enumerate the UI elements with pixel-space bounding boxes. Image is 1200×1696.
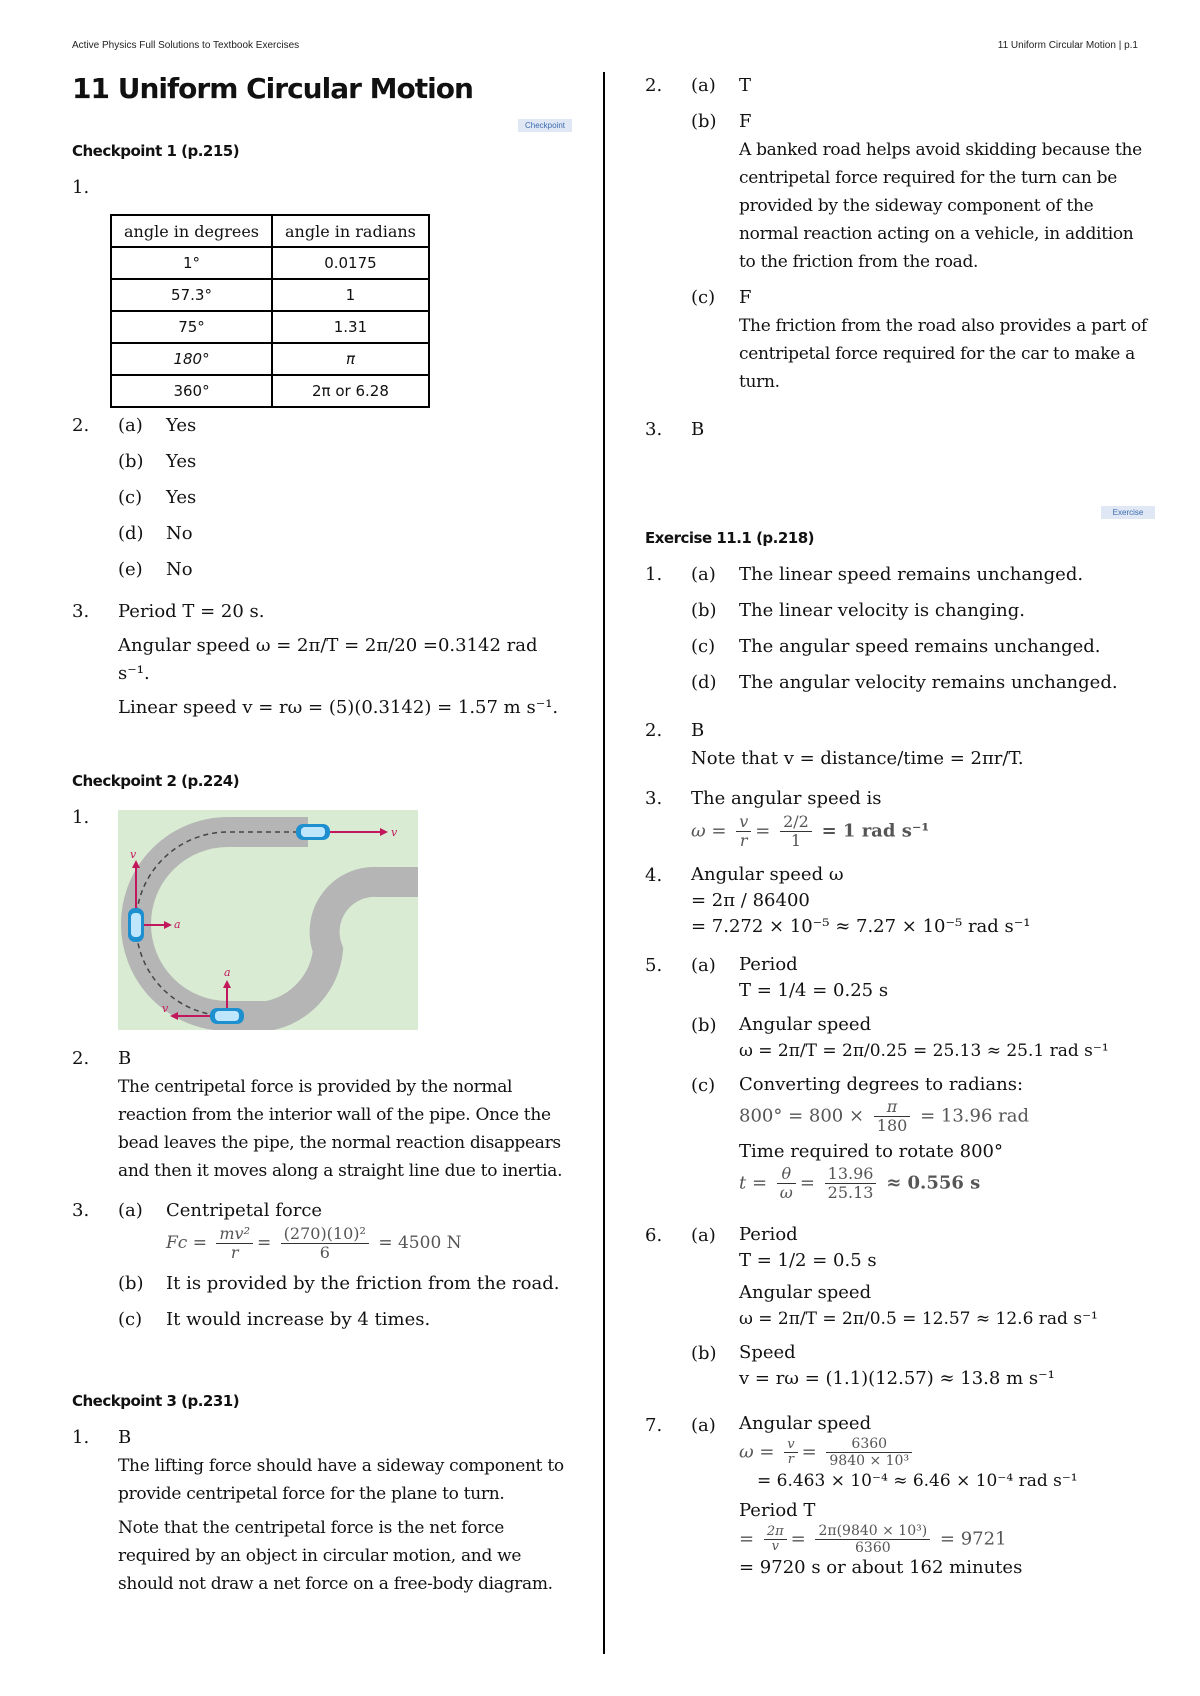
diagram-label-v: v [162,1002,169,1015]
cp3-question-2: 2. (a) T (b) F A banked road helps avoid skidding because the centripetal force required for the turn can be provided by the sideway component of the normal reaction acting on a vehicle, in addition to the friction from the road. (c) F The friction from the road also provides a part of centripetal force required for the car to make a turn. [645,72,1155,404]
table-row: 75° 1.31 [111,311,429,343]
degree-conversion-equation: 800° = 800 × $\frac{\pi}{180}$ = 13.96 rad [739,1097,1029,1135]
list-item: (c) F The friction from the road also provides a part of centripetal force required for the car to make a turn. [691,287,1147,392]
ex-question-7: 7. (a) Angular speed ω = $\frac{v}{r}$ = $\frac{6360}{\text{9840 × 10³}}$ = 6.463 × 10⁻⁴ ≈ 6.46 × 10⁻⁴ rad s⁻¹ Period T = $\frac{2\pi}{v}$ = $\frac{\text{2π(9840 × 10³)}}{6360}$ = 9721 = 9720 s or about 162 minutes [645,1412,1155,1588]
ex-question-4: 4. Angular speed ω = 2π / 86400 = 7.272 × 10⁻⁵ ≈ 7.27 × 10⁻⁵ rad s⁻¹ [645,864,1031,937]
list-item: (c) It would increase by 4 times. [118,1309,431,1330]
list-item: (d) The angular velocity remains unchanged. [691,672,1118,693]
list-item: (a) Centripetal force Fc = $\frac{\text{mv²}}{r}$ = $\frac{\text{(270)(10)²}}{6}$ = 4500 N [118,1197,572,1262]
cp1-question-1: 1. [72,177,90,198]
column-divider [603,72,605,1654]
checkpoint-tag: Checkpoint [518,119,572,132]
ex-question-6: 6. (a) Period T = 1/2 = 0.5 s Angular speed ω = 2π/T = 2π/0.5 = 12.57 ≈ 12.6 rad s⁻¹ (b) Speed v = rω = (1.1)(12.57) ≈ 13.8 m s⁻¹ [645,1222,1155,1400]
table-row: 360° 2π or 6.28 [111,375,429,407]
table-row: 180° π [111,343,429,375]
list-item: (d) No [118,523,193,544]
list-item: (c) Converting degrees to radians: 800° = 800 × $\frac{\pi}{180}$ = 13.96 rad Time required to rotate 800° t = $\frac{\theta}{\omega}$ = $\frac{13.96}{25.13}$ ≈ 0.556 s [691,1072,1155,1202]
table-row: 1° 0.0175 [111,247,429,279]
orbit-angular-speed-equation: ω = $\frac{v}{r}$ = $\frac{6360}{\text{9840 × 10³}}$ [739,1436,1155,1469]
list-item: (a) Angular speed ω = $\frac{v}{r}$ = $\frac{6360}{\text{9840 × 10³}}$ = 6.463 × 10⁻⁴ ≈ 6.46 × 10⁻⁴ rad s⁻¹ Period T = $\frac{2\pi}{v}$ = $\frac{\text{2π(9840 × 10³)}}{6360}$ = 9721 = 9720 s or about 162 minutes [691,1412,1155,1580]
list-item: (e) No [118,559,193,580]
cp3-question-1: 1. B The lifting force should have a sideway component to provide centripetal force for the plane to turn. Note that the centripetal force is the net force required by an object in circular motion, and we should not draw a net force on a free-body diagram. [72,1427,564,1594]
ex-question-3: 3. The angular speed is ω = $\frac{v}{r}$ = $\frac{2/2}{1}$ = 1 rad s⁻¹ [645,785,1155,850]
list-item: (c) Yes [118,487,197,508]
orbit-period-equation: = $\frac{2\pi}{v}$ = $\frac{\text{2π(9840 × 10³)}}{6360}$ = 9721 [739,1523,1007,1556]
cp2-question-3: 3. (a) Centripetal force Fc = $\frac{\text{mv²}}{r}$ = $\frac{\text{(270)(10)²}}{6}$ = 4500 N (b) It is provided by the friction from the road. (c) It would increase by 4 times. [72,1197,572,1342]
list-item: (b) It is provided by the friction from the road. [118,1273,560,1294]
list-item: (a) Period T = 1/4 = 0.25 s [691,954,889,1001]
checkpoint-3-heading: Checkpoint 3 (p.231) [72,1392,240,1410]
list-item: (b) The linear velocity is changing. [691,600,1025,621]
list-item: (a) Period T = 1/2 = 0.5 s Angular speed ω = 2π/T = 2π/0.5 = 12.57 ≈ 12.6 rad s⁻¹ [691,1224,1098,1329]
diagram-label-a: a [174,918,181,931]
ex-question-5: 5. (a) Period T = 1/4 = 0.25 s (b) Angular speed ω = 2π/T = 2π/0.25 = 25.13 ≈ 25.1 rad s⁻¹ (c) Converting degrees to radians: 800° = 800 × $\frac{\pi}{180}$ = 13.96 rad Time required to rotate 800° t = $\frac{\theta}{\omega}$ = $\frac{13.96}{25.13}$ ≈ 0.556 s [645,952,1155,1210]
rotation-time-equation: t = $\frac{\theta}{\omega}$ = $\frac{13.96}{25.13}$ ≈ 0.556 s [739,1164,981,1202]
list-item: (a) Yes [118,415,197,436]
angle-conversion-table [110,214,430,408]
table-row: 57.3° 1 [111,279,429,311]
list-item: (b) Speed v = rω = (1.1)(12.57) ≈ 13.8 m s⁻¹ [691,1342,1055,1389]
list-item: (b) F A banked road helps avoid skidding because the centripetal force required for the turn can be provided by the sideway component of the normal reaction acting on a vehicle, in addition to the friction from the road. [691,111,1142,272]
diagram-label-v: v [130,848,137,861]
list-item: (b) Yes [118,451,197,472]
checkpoint-1-heading: Checkpoint 1 (p.215) [72,142,240,160]
page-title: 11 Uniform Circular Motion [72,72,473,105]
cp1-question-2: 2. (a) Yes (b) Yes (c) Yes (d) No (e) No [72,412,572,592]
list-item: (a) T [691,75,752,96]
left-column [72,72,572,1610]
cp2-question-2: 2. B The centripetal force is provided by the normal reaction from the interior wall of the pipe. Once the bead leaves the pipe, the normal reaction disappears and then it moves along a straight line due to inertia. [72,1048,563,1181]
list-item: (a) The linear speed remains unchanged. [691,564,1084,585]
angular-speed-equation: ω = $\frac{v}{r}$ = $\frac{2/2}{1}$ = 1 rad s⁻¹ [691,812,930,850]
cp3-question-3: 3. B [645,419,705,440]
cp2-question-1: 1. v v a v a [72,804,572,1045]
list-item: (b) Angular speed ω = 2π/T = 2π/0.25 = 25.13 ≈ 25.1 rad s⁻¹ [691,1014,1109,1061]
circular-track-diagram [118,810,418,1030]
diagram-label-v: v [391,826,398,839]
table-header: angle in degrees [111,215,272,247]
list-item: (c) The angular speed remains unchanged. [691,636,1101,657]
diagram-label-a: a [224,966,231,979]
centripetal-force-equation: Fc = $\frac{\text{mv²}}{r}$ = $\frac{\text{(270)(10)²}}{6}$ = 4500 N [166,1224,462,1262]
right-column [645,72,1155,1600]
exercise-tag: Exercise [1101,506,1155,519]
table-header: angle in radians [272,215,429,247]
exercise-heading: Exercise 11.1 (p.218) [645,529,815,547]
running-header-left: Active Physics Full Solutions to Textbook Exercises [72,40,300,51]
cp1-question-3: 3. Period T = 20 s. Angular speed ω = 2π/T = 2π/20 =0.3142 rad s⁻¹. Linear speed v = rω = (5)(0.3142) = 1.57 m s⁻¹. [72,601,559,718]
running-header-right: 11 Uniform Circular Motion | p.1 [997,40,1138,51]
checkpoint-2-heading: Checkpoint 2 (p.224) [72,772,240,790]
ex-question-2: 2. B Note that v = distance/time = 2πr/T. [645,720,1024,769]
ex-question-1: 1. (a) The linear speed remains unchanged. (b) The linear velocity is changing. (c) The angular speed remains unchanged. (d) The angular velocity remains unchanged. [645,561,1155,705]
